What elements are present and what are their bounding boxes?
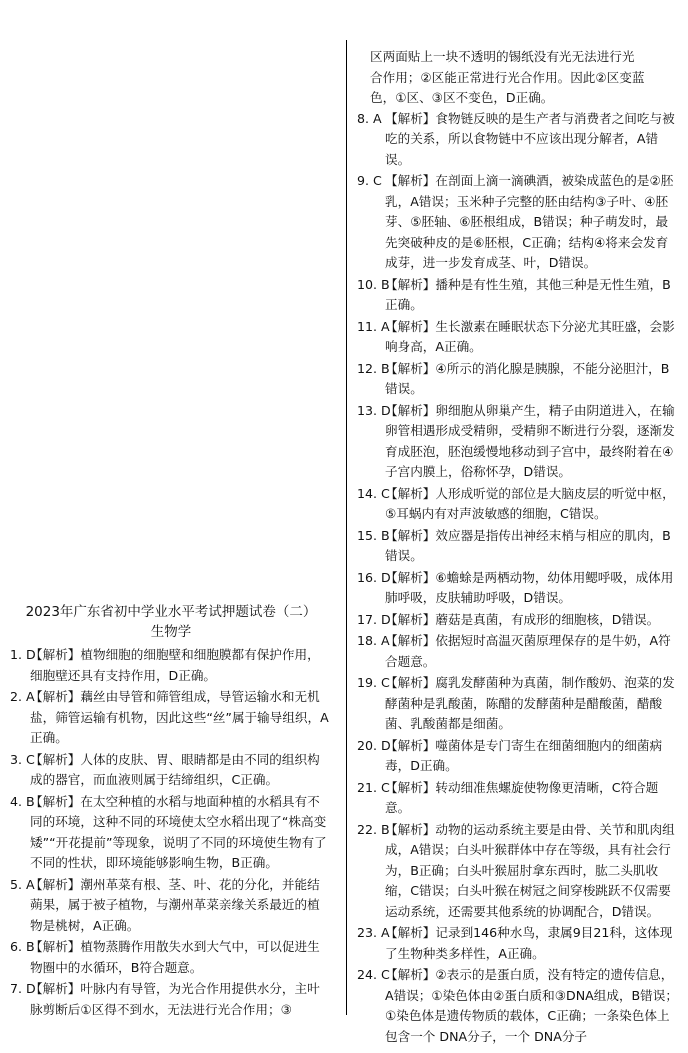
continuation-line: 色，①区、③区不变色，D正确。 <box>370 90 554 105</box>
answer-item <box>357 965 679 1047</box>
answer-explanation: 【解析】植物蒸腾作用散失水到大气中，可以促进生物圈中的水循环，B符合题意。 <box>30 939 320 975</box>
answer-explanation: 【解析】转动细准焦螺旋使物像更清晰，C符合题意。 <box>385 779 659 815</box>
answer-item <box>10 792 332 874</box>
column-divider <box>346 40 347 1015</box>
right-column <box>357 47 679 1048</box>
page-title <box>6 602 336 642</box>
answer-explanation: 【解析】腐乳发酵菌种为真菌，制作酸奶、泡菜的发酵菌种是乳酸菌，陈醋的发酵菌种是醋酸菌，醋酸菌、乳酸菌都是细菌。 <box>385 675 675 731</box>
answer-number: 6. B <box>10 939 35 954</box>
answer-number: 22. B <box>357 821 390 837</box>
answer-number: 9. C <box>357 173 382 188</box>
answer-item <box>357 673 679 735</box>
answer-item <box>357 568 679 609</box>
answer-explanation: 【解析】藕丝由导管和筛管组成，导管运输水和无机盐，筛管运输有机物，因此这些“丝”属于输导组织，A正确。 <box>30 689 329 745</box>
answer-item <box>10 979 332 1020</box>
answer-item <box>357 359 679 400</box>
answer-item <box>357 736 679 777</box>
answer-explanation: 【解析】食物链反映的是生产者与消费者之间吃与被吃的关系，所以食物链中不应该出现分解者，A错误。 <box>385 110 675 167</box>
answer-number: 14. C <box>357 485 390 501</box>
answer-number: 10. B <box>357 276 390 292</box>
answer-number: 7. D <box>10 981 36 996</box>
answer-number: 13. D <box>357 402 391 418</box>
answer-explanation: 【解析】⑥蟾蜍是两栖动物，幼体用鳃呼吸，成体用肺呼吸，皮肤辅助呼吸，D错误。 <box>385 569 674 605</box>
answer-number: 18. A <box>357 633 390 648</box>
answer-explanation: 【解析】卵细胞从卵巢产生，精子由阴道进入，在输卵管相遇形成受精卵，受精卵不断进行分裂，逐渐发育成胚泡，胚泡缓慢地移动到子宫中，最终附着在④子宫内膜上，俗称怀孕，D错误。 <box>385 402 675 479</box>
answer-item <box>10 687 332 749</box>
answer-explanation: 【解析】蘑菇是真菌，有成形的细胞核，D错误。 <box>385 611 660 627</box>
answer-explanation: 【解析】叶脉内有导管，为光合作用提供水分，主叶脉剪断后①区得不到水，无法进行光合作用；③ <box>30 981 320 1017</box>
answer-explanation: 【解析】依据短时高温灭菌原理保存的是牛奶，A符合题意。 <box>385 633 671 669</box>
answer-number: 19. C <box>357 675 390 690</box>
answer-list-left <box>10 645 332 1020</box>
answer-explanation: 【解析】播种是有性生殖，其他三种是无性生殖，B正确。 <box>385 276 671 312</box>
answer-item <box>357 317 679 358</box>
answer-number: 1. D <box>10 647 36 662</box>
answer-list-right <box>357 109 679 1048</box>
answer-explanation: 【解析】生长激素在睡眠状态下分泌尤其旺盛，会影响身高，A正确。 <box>385 318 675 354</box>
answer-explanation: 【解析】②表示的是蛋白质，没有特定的遗传信息，A错误；①染色体由②蛋白质和③DNA组成，B错误；①染色体是遗传物质的载体，C正确；一条染色体上包含一个 DNA分子，一个 DNA分子 <box>385 967 678 1044</box>
answer-explanation: 【解析】潮州革菜有根、茎、叶、花的分化，并能结蒴果，属于被子植物，与潮州革菜亲缘关系最近的植物是桃树，A正确。 <box>30 876 320 933</box>
answer-item <box>357 778 679 819</box>
continuation-text <box>357 47 679 109</box>
answer-item <box>357 171 679 274</box>
answer-explanation: 【解析】在太空种植的水稻与地面种植的水稻具有不同的环境，这种不同的环境使太空水稻出现了“株高变矮”“开花提前”等现象，说明了不同的环境使生物有了不同的性状，即环境能够影响生物，B正确。 <box>30 793 327 870</box>
answer-item <box>357 820 679 923</box>
answer-explanation: 【解析】人体的皮肤、胃、眼睛都是由不同的组织构成的器官，而血液则属于结缔组织，C正确。 <box>30 751 320 787</box>
answer-item <box>357 109 679 171</box>
answer-number: 12. B <box>357 360 390 376</box>
answer-number: 15. B <box>357 527 390 543</box>
answer-item <box>357 526 679 567</box>
answer-number: 11. A <box>357 318 390 334</box>
title-line-1: 2023年广东省初中学业水平考试押题试卷（二） <box>25 604 317 620</box>
title-line-2: 生物学 <box>150 624 192 640</box>
answer-item <box>10 750 332 791</box>
answer-item <box>357 610 679 631</box>
answer-number: 3. C <box>10 751 35 767</box>
answer-number: 17. D <box>357 611 391 627</box>
answer-explanation: 【解析】植物细胞的细胞壁和细胞膜都有保护作用，细胞壁还具有支持作用，D正确。 <box>30 647 320 683</box>
answer-item <box>357 275 679 316</box>
left-column <box>10 645 332 1021</box>
answer-explanation: 【解析】动物的运动系统主要是由骨、关节和肌肉组成，A错误；白头叶猴群体中存在等级，具有社会行为，B正确；白头叶猴屈肘拿东西时，肱二头肌收缩，C错误；白头叶猴在树冠之间穿梭跳跃不仅需要运动系统，还需要其他系统的协调配合，D错误。 <box>385 821 675 919</box>
answer-number: 5. A <box>10 876 35 892</box>
answer-explanation: 【解析】人形成听觉的部位是大脑皮层的听觉中枢，⑤耳蜗内有对声波敏感的细胞，C错误。 <box>385 485 675 521</box>
answer-number: 23. A <box>357 925 390 940</box>
answer-number: 20. D <box>357 737 391 753</box>
answer-number: 4. B <box>10 793 35 809</box>
answer-number: 8. A <box>357 110 382 126</box>
answer-item <box>10 875 332 937</box>
answer-explanation: 【解析】记录到146种水鸟，隶属9目21科，这体现了生物种类多样性，A正确。 <box>385 925 673 961</box>
answer-number: 2. A <box>10 689 35 704</box>
answer-item <box>357 631 679 672</box>
answer-item <box>357 484 679 525</box>
answer-item <box>10 937 332 978</box>
answer-item <box>357 401 679 483</box>
answer-number: 24. C <box>357 967 390 982</box>
continuation-line: 合作用；②区能正常进行光合作用。因此②区变蓝 <box>370 69 645 85</box>
answer-item <box>357 923 679 964</box>
answer-item <box>10 645 332 686</box>
answer-explanation: 【解析】④所示的消化腺是胰腺，不能分泌胆汁，B错误。 <box>385 360 670 396</box>
continuation-line: 区两面贴上一块不透明的锡纸没有光无法进行光 <box>370 49 635 64</box>
answer-explanation: 【解析】噬菌体是专门寄生在细菌细胞内的细菌病毒，D正确。 <box>385 737 663 773</box>
answer-explanation: 【解析】在剖面上滴一滴碘酒，被染成蓝色的是②胚乳，A错误；玉米种子完整的胚由结构③子叶、④胚芽、⑤胚轴、⑥胚根组成，B错误；种子萌发时，最先突破种皮的是⑥胚根，C正确；结构④将来会发育成芽，进一步发育成茎、叶，D错误。 <box>385 173 674 270</box>
answer-explanation: 【解析】效应器是指传出神经末梢与相应的肌肉，B错误。 <box>385 527 671 563</box>
answer-number: 16. D <box>357 569 391 585</box>
answer-number: 21. C <box>357 779 390 795</box>
